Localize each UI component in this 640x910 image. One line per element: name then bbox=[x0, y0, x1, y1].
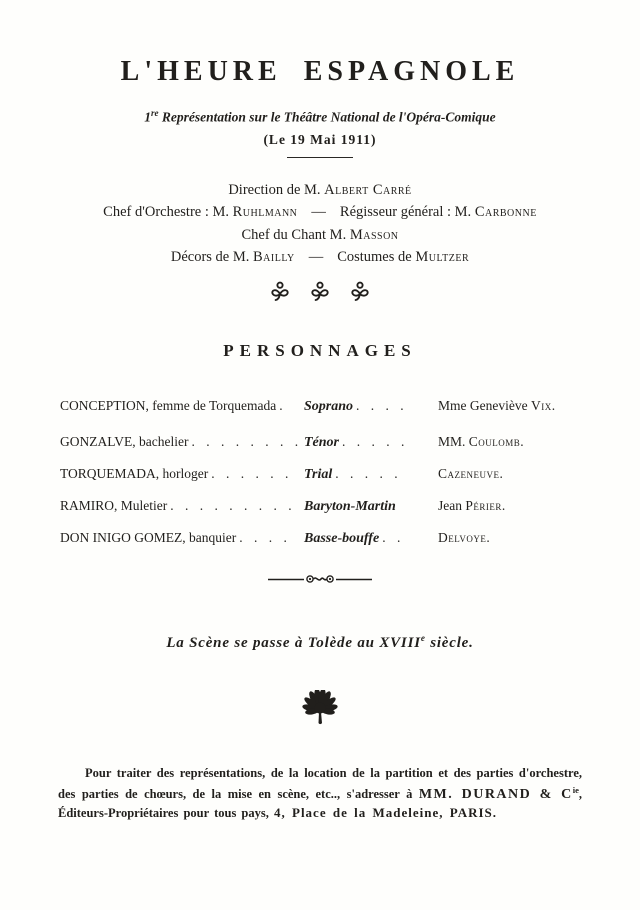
conductor-name: Ruhlmann bbox=[232, 204, 298, 220]
leader-dots: . . . . . bbox=[342, 433, 409, 449]
staff-line-decors: Décors de M. Bailly — Costumes de Multzer bbox=[170, 249, 470, 265]
cast-list bbox=[60, 395, 580, 550]
page-title: L'HEURE ESPAGNOLE bbox=[120, 56, 520, 87]
personnages-heading: PERSONNAGES bbox=[223, 340, 417, 360]
cast-row bbox=[60, 395, 580, 418]
leader-dots: . . . . . . . . bbox=[191, 433, 303, 449]
cast-row bbox=[60, 527, 580, 550]
role-text: RAMIRO, Muletier . . . . . . . . . bbox=[60, 497, 296, 513]
leader-dots: . . . . . bbox=[335, 465, 402, 481]
subtitle-text: Représentation sur le Théâtre National de l'Opéra-Comique bbox=[158, 109, 496, 125]
address-number: 4, bbox=[274, 804, 292, 820]
leader-dots: . . . . bbox=[356, 397, 408, 413]
performer-name: Cazeneuve. bbox=[438, 465, 504, 481]
voice-type: Basse-bouffe . . bbox=[304, 529, 405, 546]
scene-setting-line: La Scène se passe à Tolède au XVIIIe siècle. bbox=[166, 632, 474, 651]
leader-dots: . bbox=[279, 397, 287, 413]
staff-line-chant: Chef du Chant M. Masson bbox=[241, 226, 399, 243]
leader-dots: . . . . bbox=[239, 529, 291, 545]
decors-name: Bailly bbox=[253, 249, 295, 265]
voice-type: Baryton-Martin bbox=[304, 498, 396, 514]
leader-dots: . . . . . . bbox=[211, 465, 293, 481]
cast-row bbox=[60, 463, 580, 486]
cast-row bbox=[60, 495, 580, 518]
staff-line-orchestre: Chef d'Orchestre : M. Ruhlmann — Régisseur général : M. Carbonne bbox=[103, 204, 537, 220]
costumes-name: Multzer bbox=[415, 249, 470, 265]
publisher-superscript: ie bbox=[572, 785, 579, 795]
fleuron-icon bbox=[347, 281, 373, 303]
cast-row bbox=[60, 431, 580, 454]
voice-type: Ténor . . . . . bbox=[304, 433, 409, 450]
separator-dash: — bbox=[308, 249, 324, 265]
century-ordinal: e bbox=[420, 632, 426, 643]
stage-manager-name: Carbonne bbox=[474, 204, 537, 220]
address-street: Place de la Madeleine, bbox=[292, 804, 450, 820]
role-text: GONZALVE, bachelier . . . . . . . . bbox=[60, 433, 303, 449]
leader-dots: . . bbox=[382, 529, 405, 545]
publisher-notice: Pour traiter des représentations, de la location de la partition et des parties d'orchestre, des parties de chœurs, de la mise en scène, etc.., s'adresser à MM. DURAND & $C^{ie}$, Éditeurs-Propriétaires pour tous pays, 4, Place de la Madeleine, PARIS. bbox=[58, 765, 582, 820]
leader-dots: . . . . . . . . . bbox=[170, 497, 296, 513]
subtitle-number: 1 bbox=[144, 109, 152, 125]
title-rule bbox=[287, 157, 353, 158]
role-text: CONCEPTION, femme de Torquemada . bbox=[60, 397, 287, 413]
role-text: TORQUEMADA, horloger . . . . . . bbox=[60, 465, 293, 481]
leafy-rosette-ornament-icon bbox=[0, 690, 640, 726]
role-text: DON INIGO GOMEZ, banquier . . . . bbox=[60, 529, 291, 545]
chorus-master-name: Masson bbox=[349, 226, 399, 243]
subtitle-ordinal: re bbox=[151, 108, 159, 118]
performer-name: MM. Coulomb. bbox=[438, 433, 525, 449]
performer-name: Jean Périer. bbox=[438, 497, 506, 513]
address-city: PARIS. bbox=[449, 804, 498, 820]
fleuron-ornament-row bbox=[0, 281, 640, 303]
publisher-name: MM. DURAND & C bbox=[418, 787, 573, 803]
staff-credits bbox=[0, 179, 640, 269]
scroll-divider-ornament bbox=[0, 572, 640, 586]
premiere-date: (Le 19 Mai 1911) bbox=[263, 131, 377, 147]
fleuron-icon bbox=[307, 281, 333, 303]
premiere-subtitle bbox=[0, 105, 640, 126]
voice-type: Trial . . . . . bbox=[304, 465, 402, 482]
fleuron-icon bbox=[267, 281, 293, 303]
performer-name: Delvoye. bbox=[438, 529, 491, 545]
director-name: Albert Carré bbox=[324, 181, 412, 198]
separator-dash: — bbox=[311, 204, 326, 220]
performer-name: Mme Geneviève Vix. bbox=[438, 397, 556, 413]
voice-type: Soprano . . . . bbox=[304, 397, 408, 414]
staff-line-direction: Direction de M. Albert Carré bbox=[228, 181, 412, 198]
